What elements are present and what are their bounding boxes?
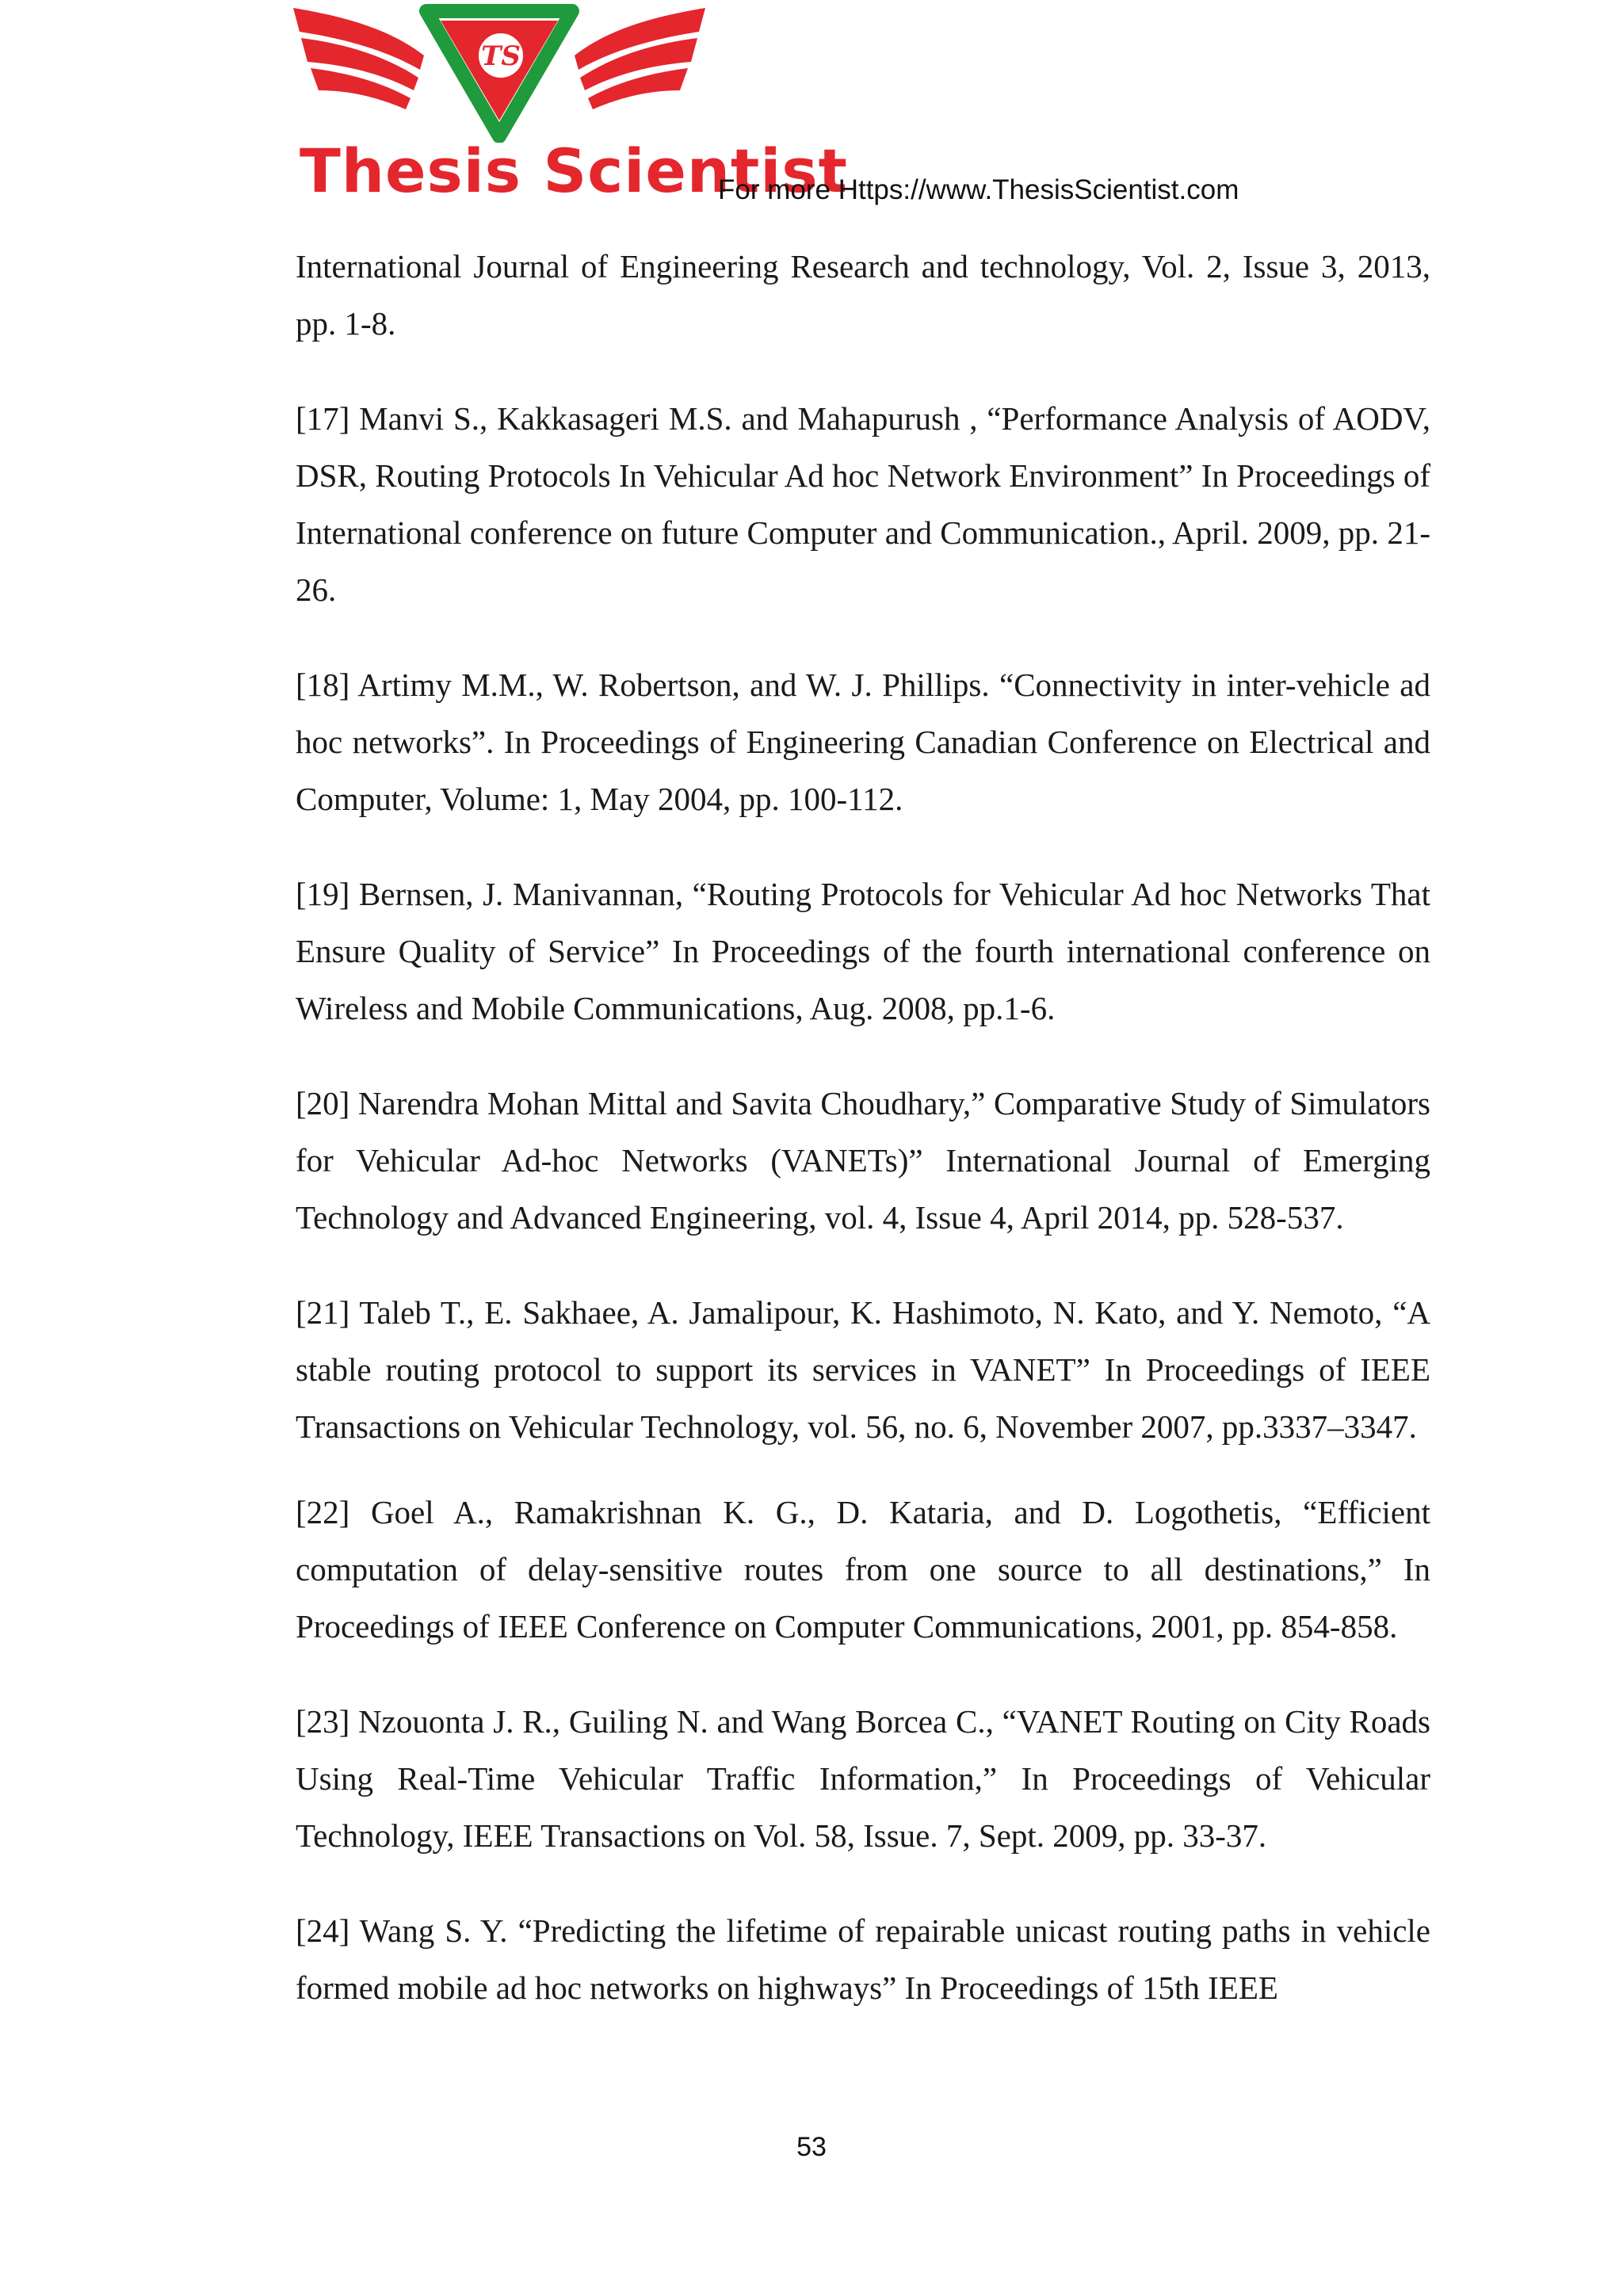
reference-24: [24] Wang S. Y. “Predicting the lifetime of repairable unicast routing paths in vehicle formed mobile ad hoc networks on highways” In Proceedings of 15th IEEE bbox=[296, 1912, 1430, 2006]
reference-16-continuation: International Journal of Engineering Research and technology, Vol. 2, Issue 3, 2013, pp. 1-8. bbox=[296, 248, 1430, 342]
reference-22: [22] Goel A., Ramakrishnan K. G., D. Kataria, and D. Logothetis, “Efficient computation of delay-sensitive routes from one source to all destinations,” In Proceedings of IEEE Conference on Computer Communications, 2001, pp. 854-858. bbox=[296, 1494, 1430, 1645]
references-list bbox=[296, 238, 1430, 2054]
reference-19: [19] Bernsen, J. Manivannan, “Routing Protocols for Vehicular Ad hoc Networks That Ensure Quality of Service” In Proceedings of the fourth international conference on Wireless and Mobile Communications, Aug. 2008, pp.1-6. bbox=[296, 876, 1430, 1026]
reference-18: [18] Artimy M.M., W. Robertson, and W. J. Phillips. “Connectivity in inter-vehicle ad hoc networks”. In Proceedings of Engineering Canadian Conference on Electrical and Computer, Volume: 1, May 2004, pp. 100-112. bbox=[296, 667, 1430, 817]
reference-23: [23] Nzouonta J. R., Guiling N. and Wang Borcea C., “VANET Routing on City Roads Using Real-Time Vehicular Traffic Information,” In Proceedings of Vehicular Technology, IEEE Transactions on Vol. 58, Issue. 7, Sept. 2009, pp. 33-37. bbox=[296, 1703, 1430, 1854]
thesis-scientist-logo-icon bbox=[293, 0, 705, 143]
page-header bbox=[293, 0, 1323, 210]
website-link[interactable]: For more Https://www.ThesisScientist.com bbox=[718, 174, 1239, 205]
brand-name: Thesis Scientist bbox=[300, 136, 848, 206]
reference-20: [20] Narendra Mohan Mittal and Savita Choudhary,” Comparative Study of Simulators for Vehicular Ad-hoc Networks (VANETs)” International Journal of Emerging Technology and Advanced Engineering, vol. 4, Issue 4, April 2014, pp. 528-537. bbox=[296, 1085, 1430, 1236]
svg-text:TS: TS bbox=[481, 40, 521, 72]
reference-17: [17] Manvi S., Kakkasageri M.S. and Mahapurush , “Performance Analysis of AODV, DSR, Routing Protocols In Vehicular Ad hoc Network Environment” In Proceedings of International conference on future Computer and Communication., April. 2009, pp. 21-26. bbox=[296, 400, 1430, 608]
reference-21: [21] Taleb T., E. Sakhaee, A. Jamalipour, K. Hashimoto, N. Kato, and Y. Nemoto, “A stable routing protocol to support its services in VANET” In Proceedings of IEEE Transactions on Vehicular Technology, vol. 56, no. 6, November 2007, pp.3337–3347. bbox=[296, 1294, 1430, 1445]
page-number: 53 bbox=[796, 2132, 827, 2162]
